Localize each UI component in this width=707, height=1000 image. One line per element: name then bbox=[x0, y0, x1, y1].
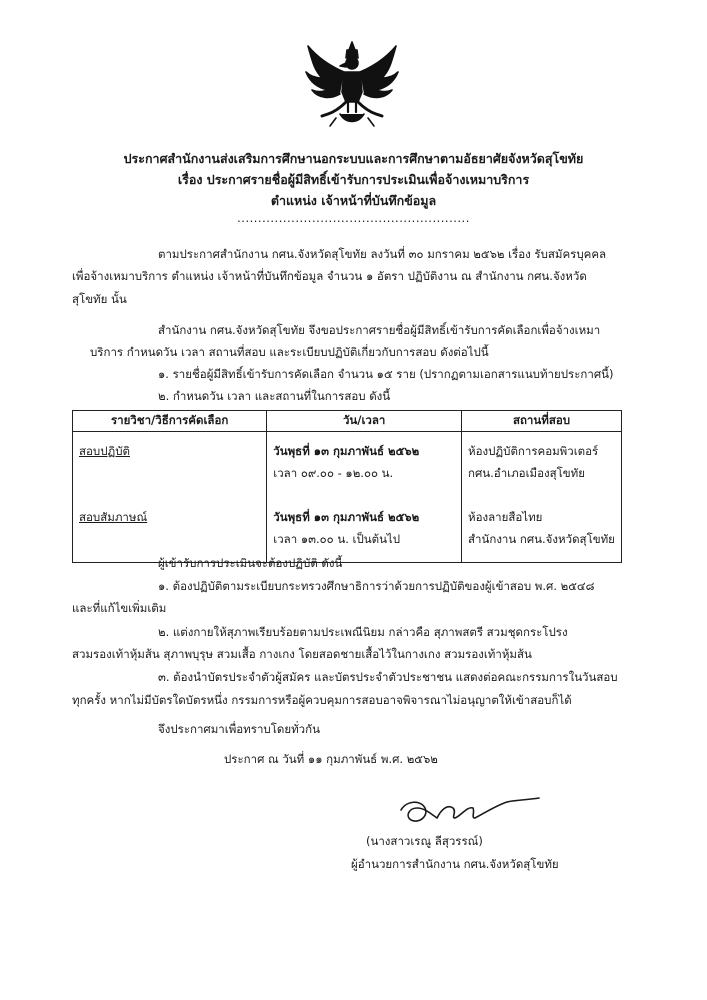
schedule-table bbox=[72, 410, 622, 563]
rules-intro: ผู้เข้ารับการประเมินจะต้องปฏิบัติ ดังนี้ bbox=[158, 556, 343, 570]
list-item-1: ๑. รายชื่อผู้มีสิทธิ์เข้ารับการคัดเลือก จำนวน ๑๕ ราย (ปรากฏตามเอกสารแนบท้ายประกาศนี้) bbox=[158, 367, 614, 381]
practical-venue-org: กศน.อำเภอเมืองสุโขทัย bbox=[468, 466, 585, 480]
intro-line-3: สุโขทัย นั้น bbox=[72, 292, 127, 306]
announcement-subject: เรื่อง ประกาศรายชื่อผู้มีสิทธิ์เข้ารับการประเมินเพื่อจ้างเหมาบริการ bbox=[177, 172, 530, 187]
garuda-emblem bbox=[300, 36, 404, 132]
signer-name: (นางสาวเรณู ลีสุวรรณ์) bbox=[366, 834, 483, 848]
practical-date: วันพุธที่ ๑๓ กุมภาพันธ์ ๒๕๖๒ bbox=[273, 444, 420, 458]
intro-line-1: ตามประกาศสำนักงาน กศน.จังหวัดสุโขทัย ลงวันที่ ๓๐ มกราคม ๒๕๖๒ เรื่อง รับสมัครบุคคล bbox=[158, 247, 607, 261]
rule-1-line-1: ๑. ต้องปฏิบัติตามระเบียบกระทรวงศึกษาธิการว่าด้วยการปฏิบัติของผู้เข้าสอบ พ.ศ. ๒๕๔๘ bbox=[158, 579, 595, 593]
subject-practical: สอบปฏิบัติ bbox=[79, 444, 131, 458]
interview-venue: ห้องลายสือไทย bbox=[468, 510, 543, 524]
practical-venue: ห้องปฏิบัติการคอมพิวเตอร์ bbox=[468, 444, 599, 458]
signature bbox=[395, 794, 545, 828]
interview-time: เวลา ๑๓.๐๐ น. เป็นต้นไป bbox=[273, 532, 401, 546]
closing-statement: จึงประกาศมาเพื่อทราบโดยทั่วกัน bbox=[158, 722, 320, 736]
announce-line-1: สำนักงาน กศน.จังหวัดสุโขทัย จึงขอประกาศรายชื่อผู้มีสิทธิ์เข้ารับการคัดเลือกเพื่อจ้างเหมา bbox=[158, 323, 601, 337]
signer-position: ผู้อำนวยการสำนักงาน กศน.จังหวัดสุโขทัย bbox=[351, 857, 559, 871]
practical-time: เวลา ๐๙.๐๐ - ๑๒.๐๐ น. bbox=[273, 466, 394, 480]
rule-1-line-2: และที่แก้ไขเพิ่มเติม bbox=[72, 601, 167, 615]
announce-line-2: บริการ กำหนดวัน เวลา สถานที่สอบ และระเบียบปฏิบัติเกี่ยวกับการสอบ ดังต่อไปนี้ bbox=[90, 345, 489, 359]
interview-venue-org: สำนักงาน กศน.จังหวัดสุโขทัย bbox=[468, 532, 615, 546]
position-title: ตำแหน่ง เจ้าหน้าที่บันทึกข้อมูล bbox=[270, 193, 437, 208]
col-header-venue: สถานที่สอบ bbox=[462, 411, 622, 432]
interview-date: วันพุธที่ ๑๓ กุมภาพันธ์ ๒๕๖๒ bbox=[273, 510, 420, 524]
table-header-row bbox=[73, 411, 622, 432]
announcement-date: ประกาศ ณ วันที่ ๑๑ กุมภาพันธ์ พ.ศ. ๒๕๖๒ bbox=[224, 752, 438, 766]
header-divider: ........................................................ bbox=[237, 211, 470, 225]
table-row bbox=[73, 432, 622, 563]
col-header-datetime: วัน/เวลา bbox=[267, 411, 462, 432]
rule-2-line-2: สวมรองเท้าหุ้มส้น สุภาพบุรุษ สวมเสื้อ กางเกง โดยสอดชายเสื้อไว้ในกางเกง สวมรองเท้าหุ้มส้น bbox=[72, 647, 532, 661]
intro-line-2: เพื่อจ้างเหมาบริการ ตำแหน่ง เจ้าหน้าที่บันทึกข้อมูล จำนวน ๑ อัตรา ปฏิบัติงาน ณ สำนักงาน กศน.จังหวัด bbox=[72, 269, 587, 283]
rule-3-line-1: ๓. ต้องนำบัตรประจำตัวผู้สมัคร และบัตรประจำตัวประชาชน แสดงต่อคณะกรรมการในวันสอบ bbox=[158, 670, 618, 684]
announcement-title: ประกาศสำนักงานส่งเสริมการศึกษานอกระบบและการศึกษาตามอัธยาศัยจังหวัดสุโขทัย bbox=[123, 151, 584, 166]
rule-2-line-1: ๒. แต่งกายให้สุภาพเรียบร้อยตามประเพณีนิยม กล่าวคือ สุภาพสตรี สวมชุดกระโปรง bbox=[158, 625, 568, 639]
list-item-2: ๒. กำหนดวัน เวลา และสถานที่ในการสอบ ดังนี้ bbox=[158, 389, 391, 403]
col-header-subject: รายวิชา/วิธีการคัดเลือก bbox=[73, 411, 267, 432]
subject-interview: สอบสัมภาษณ์ bbox=[79, 510, 148, 524]
rule-3-line-2: ทุกครั้ง หากไม่มีบัตรใดบัตรหนึ่ง กรรมการหรือผู้ควบคุมการสอบอาจพิจารณาไม่อนุญาตให้เข้าสอบก็ได้ bbox=[72, 693, 572, 707]
